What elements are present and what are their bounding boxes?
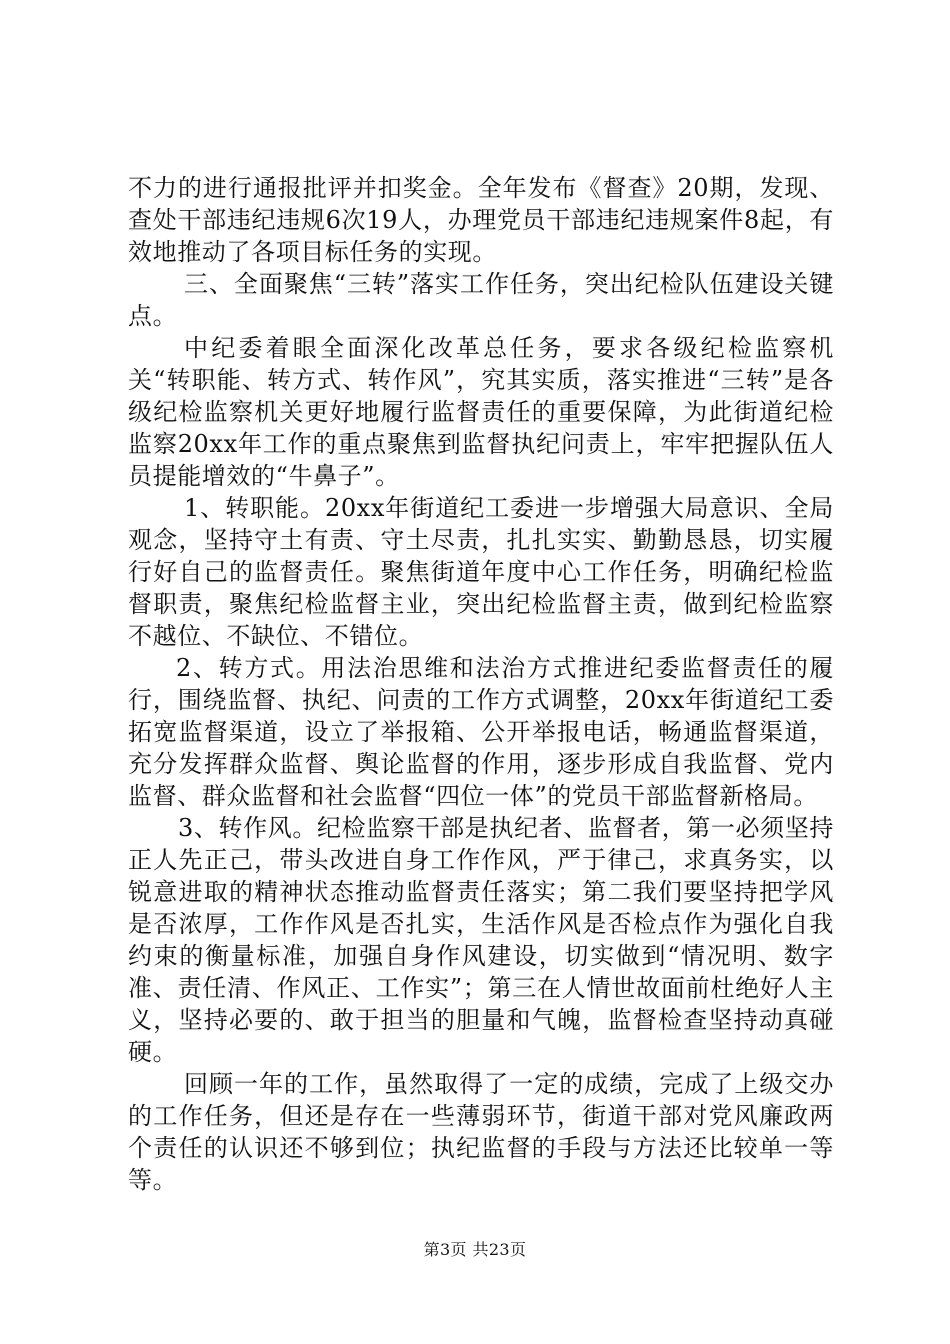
paragraph-review: 回顾一年的工作，虽然取得了一定的成绩，完成了上级交办的工作任务，但还是存在一些薄弱环节，街道干部对党风廉政两个责任的认识还不够到位；执纪监督的手段与方法还比较单一等等。 [128,1070,834,1194]
page-footer [0,1240,950,1260]
page-number: 第3页 共23页 [423,1240,527,1259]
paragraph-item-1: 1、转职能。20xx年街道纪工委进一步增强大局意识、全局观念，坚持守土有责、守土尽责，扎扎实实、勤勤恳恳，切实履行好自己的监督责任。聚焦街道年度中心工作任务，明确纪检监督职责，聚焦纪检监督主业，突出纪检监督主责，做到纪检监察不越位、不缺位、不错位。 [128,494,834,650]
section-heading-three: 三、全面聚焦“三转”落实工作任务，突出纪检队伍建设关键点。 [128,270,834,330]
paragraph-continuation: 不力的进行通报批评并扣奖金。全年发布《督查》20期，发现、查处干部违纪违规6次19人，办理党员干部违纪违规案件8起，有效地推动了各项目标任务的实现。 [128,174,834,266]
paragraph-item-2: 2、转方式。用法治思维和法治方式推进纪委监督责任的履行，围绕监督、执纪、问责的工作方式调整，20xx年街道纪工委拓宽监督渠道，设立了举报箱、公开举报电话，畅通监督渠道，充分发挥群众监督、舆论监督的作用，逐步形成自我监督、党内监督、群众监督和社会监督“四位一体”的党员干部监督新格局。 [128,654,834,810]
paragraph-item-3: 3、转作风。纪检监察干部是执纪者、监督者，第一必须坚持正人先正己，带头改进自身工作作风，严于律己，求真务实，以锐意进取的精神状态推动监督责任落实；第二我们要坚持把学风是否浓厚，工作作风是否扎实，生活作风是否检点作为强化自我约束的衡量标准，加强自身作风建设，切实做到“情况明、数字准、责任清、作风正、工作实”；第三在人情世故面前杜绝好人主义，坚持必要的、敢于担当的胆量和气魄，监督检查坚持动真碰硬。 [128,814,834,1066]
paragraph-intro: 中纪委着眼全面深化改革总任务，要求各级纪检监察机关“转职能、转方式、转作风”，究其实质，落实推进“三转”是各级纪检监察机关更好地履行监督责任的重要保障，为此街道纪检监察20xx年工作的重点聚焦到监督执纪问责上，牢牢把握队伍人员提能增效的“牛鼻子”。 [128,334,834,490]
document-body [128,172,834,1196]
